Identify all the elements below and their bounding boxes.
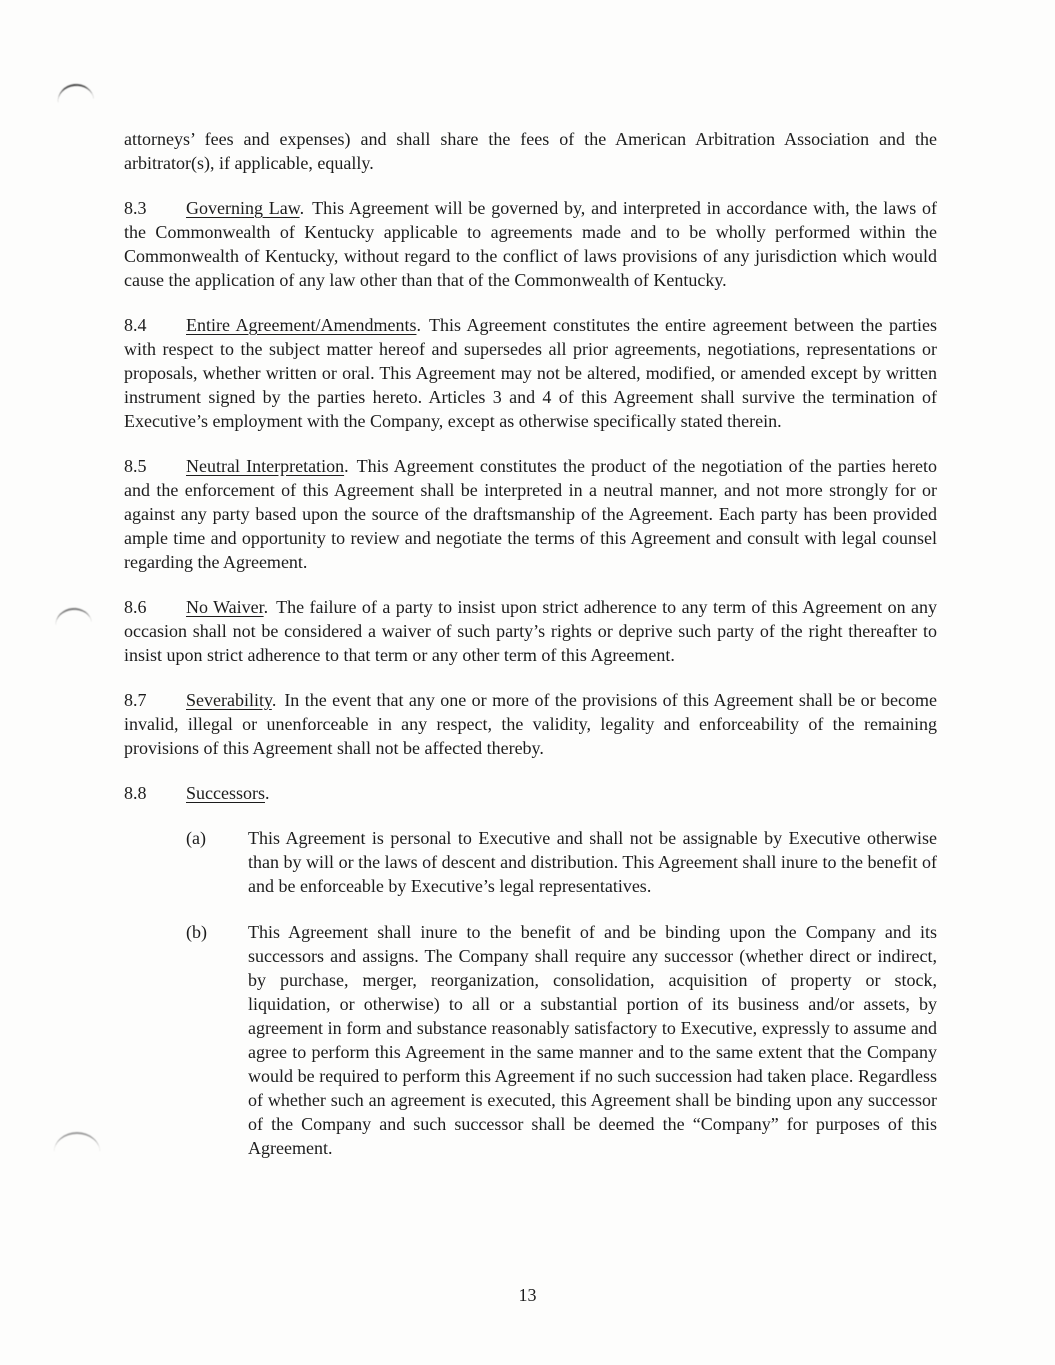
section-number: 8.7	[124, 690, 147, 710]
subitem-text: This Agreement is personal to Executive and shall not be assignable by Executive otherwise than by will or the laws of descent and distribution. This Agreement shall inure to the benefit of and be enforceable by Executive’s legal representatives.	[248, 828, 937, 896]
section-8-3	[124, 196, 937, 292]
section-8-7	[124, 688, 937, 760]
page-number: 13	[518, 1285, 537, 1305]
section-number: 8.5	[124, 456, 147, 476]
subitem-label: (a)	[186, 828, 206, 848]
section-title-punct: .	[299, 198, 305, 218]
paragraph-continuation: attorneys’ fees and expenses) and shall share the fees of the American Arbitration Association and the arbitrator(s), if applicable, equally.	[124, 129, 937, 173]
section-title-punct: .	[416, 315, 421, 335]
section-title: Governing Law	[186, 198, 300, 218]
section-title: Neutral Interpretation	[186, 456, 345, 476]
subitem-a	[186, 826, 937, 898]
subitem-b	[186, 920, 937, 1160]
section-title-punct: .	[271, 690, 277, 710]
scan-artifact-arc-bottom	[54, 1132, 100, 1152]
section-8-8	[124, 781, 937, 805]
scan-artifact-arc-top	[56, 82, 94, 103]
section-number: 8.3	[124, 198, 147, 218]
section-body: This Agreement constitutes the entire agreement between the parties with respect to the subject matter hereof and supersedes all prior agreements, negotiations, representations or proposals, whether written or oral. This Agreement may not be altered, modified, or amended except by written instrument signed by the parties hereto. Articles 3 and 4 of this Agreement shall survive the termination of Executive’s employment with the Company, except as otherwise specifically stated therein.	[124, 315, 937, 431]
section-title: No Waiver	[186, 597, 264, 617]
scan-artifact-arc-middle	[54, 606, 91, 625]
subitem-text: This Agreement shall inure to the benefit of and be binding upon the Company and its successors and assigns. The Company shall require any successor (whether direct or indirect, by purchase, merger, reorganization, consolidation, acquisition of property or stock, liquidation, or otherwise) to all or a substantial portion of its business and/or assets, by agreement in form and substance reasonably satisfactory to Executive, expressly to assume and agree to perform this Agreement in the same manner and to the same extent that the Company would be required to perform this Agreement if no such succession had taken place. Regardless of whether such an agreement is executed, this Agreement shall be binding upon any successor of the Company and such successor shall be deemed the “Company” for purposes of this Agreement.	[248, 922, 937, 1158]
section-8-4	[124, 313, 937, 433]
section-title: Entire Agreement/Amendments	[186, 315, 417, 335]
section-title-punct: .	[263, 597, 269, 617]
section-body: This Agreement will be governed by, and interpreted in accordance with, the laws of the Commonwealth of Kentucky applicable to agreements made and to be wholly performed within the Commonwealth of Kentucky, without regard to the conflict of laws provisions of any jurisdiction which would cause the application of any law other than that of the Commonwealth of Kentucky.	[124, 198, 937, 290]
page-content	[124, 127, 937, 1182]
section-8-6	[124, 595, 937, 667]
section-number: 8.6	[124, 597, 147, 617]
section-title-punct: .	[265, 783, 270, 803]
subitem-label: (b)	[186, 922, 207, 942]
section-title-punct: .	[344, 456, 349, 476]
section-title: Severability	[186, 690, 272, 710]
section-title: Successors	[186, 783, 265, 803]
section-8-5	[124, 454, 937, 574]
section-body: In the event that any one or more of the provisions of this Agreement shall be or become invalid, illegal or unenforceable in any respect, the validity, legality and enforceability of the remaining provisions of this Agreement shall not be affected thereby.	[124, 690, 937, 758]
section-body: The failure of a party to insist upon strict adherence to any term of this Agreement on any occasion shall not be considered a waiver of such party’s rights or deprive such party of the right thereafter to insist upon strict adherence to that term or any other term of this Agreement.	[124, 597, 937, 665]
section-number: 8.8	[124, 783, 147, 803]
section-number: 8.4	[124, 315, 147, 335]
section-body: This Agreement constitutes the product of the negotiation of the parties hereto and the enforcement of this Agreement shall be interpreted in a neutral manner, and not more strongly for or against any party based upon the source of the draftsmanship of the Agreement. Each party has been provided ample time and opportunity to review and negotiate the terms of this Agreement and consult with legal counsel regarding the Agreement.	[124, 456, 937, 572]
